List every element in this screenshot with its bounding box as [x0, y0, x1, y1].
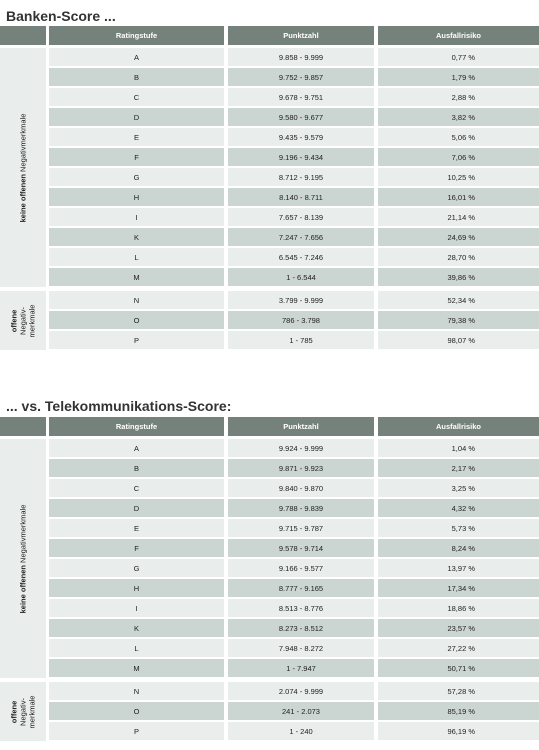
cell-rating: O: [49, 311, 224, 329]
header-corner: [0, 417, 46, 436]
cell-risk: 10,25 %: [378, 168, 539, 186]
cell-risk: 2,17 %: [378, 459, 539, 477]
cell-rating: D: [49, 108, 224, 126]
group-label-line2: Negativ-: [18, 306, 28, 335]
group-keine-offenen-negativmerkmale: [0, 48, 46, 287]
cell-risk: 52,34 %: [378, 291, 539, 309]
table-row: [0, 267, 539, 287]
cell-rating: F: [49, 148, 224, 166]
table-row: [0, 538, 539, 558]
cell-rating: A: [49, 439, 224, 457]
group-keine-offenen-negativmerkmale: [0, 439, 46, 678]
cell-rating: C: [49, 479, 224, 497]
group-label-bold: keine offenen: [18, 564, 28, 613]
cell-points: 7.948 - 8.272: [228, 639, 374, 657]
group-label: [19, 504, 28, 613]
cell-points: 8.140 - 8.711: [228, 188, 374, 206]
group-label-bold: offene: [9, 700, 19, 723]
cell-rating: A: [49, 48, 224, 66]
table-row: [0, 578, 539, 598]
cell-points: 8.273 - 8.512: [228, 619, 374, 637]
cell-points: 1 - 785: [228, 331, 374, 349]
cell-risk: 8,24 %: [378, 539, 539, 557]
cell-risk: 2,88 %: [378, 88, 539, 106]
cell-points: 9.435 - 9.579: [228, 128, 374, 146]
cell-risk: 18,86 %: [378, 599, 539, 617]
group-offene-negativmerkmale: [0, 682, 46, 741]
cell-points: 241 - 2.073: [228, 702, 374, 720]
group-label: [19, 113, 28, 222]
cell-risk: 13,97 %: [378, 559, 539, 577]
group-label-rest: Negativmerkmale: [18, 504, 28, 563]
table-row: [0, 330, 539, 350]
cell-rating: H: [49, 188, 224, 206]
table-row: [0, 498, 539, 518]
cell-risk: 28,70 %: [378, 248, 539, 266]
telekom-header-row: [0, 417, 539, 436]
cell-points: 9.858 - 9.999: [228, 48, 374, 66]
cell-risk: 3,25 %: [378, 479, 539, 497]
cell-rating: K: [49, 228, 224, 246]
table-row: [0, 721, 539, 741]
cell-rating: F: [49, 539, 224, 557]
group-label-bold: offene: [9, 309, 19, 332]
cell-points: 1 - 7.947: [228, 659, 374, 677]
table-row: [0, 458, 539, 478]
group-label-rest: Negativmerkmale: [18, 113, 28, 172]
cell-risk: 23,57 %: [378, 619, 539, 637]
telekom-score-title: ... vs. Telekommunikations-Score:: [6, 398, 232, 414]
cell-rating: H: [49, 579, 224, 597]
cell-points: 9.871 - 9.923: [228, 459, 374, 477]
cell-risk: 50,71 %: [378, 659, 539, 677]
cell-rating: M: [49, 268, 224, 286]
cell-points: 7.247 - 7.656: [228, 228, 374, 246]
table-row: [0, 518, 539, 538]
cell-risk: 16,01 %: [378, 188, 539, 206]
header-ratingstufe: Ratingstufe: [49, 26, 224, 45]
table-row: [0, 618, 539, 638]
cell-points: 9.840 - 9.870: [228, 479, 374, 497]
table-row: [0, 147, 539, 167]
cell-points: 8.513 - 8.776: [228, 599, 374, 617]
banken-header-row: [0, 26, 539, 45]
cell-risk: 5,06 %: [378, 128, 539, 146]
table-row: [0, 67, 539, 87]
group-offene-negativmerkmale: [0, 291, 46, 350]
cell-rating: E: [49, 128, 224, 146]
header-punktzahl: Punktzahl: [228, 26, 374, 45]
cell-risk: 85,19 %: [378, 702, 539, 720]
cell-rating: L: [49, 639, 224, 657]
cell-rating: I: [49, 208, 224, 226]
header-ausfallrisiko: Ausfallrisiko: [378, 417, 539, 436]
table-row: [0, 438, 539, 458]
cell-risk: 79,38 %: [378, 311, 539, 329]
cell-points: 9.580 - 9.677: [228, 108, 374, 126]
cell-rating: C: [49, 88, 224, 106]
table-row: [0, 638, 539, 658]
cell-risk: 0,77 %: [378, 48, 539, 66]
cell-risk: 96,19 %: [378, 722, 539, 740]
cell-points: 7.657 - 8.139: [228, 208, 374, 226]
cell-points: 1 - 240: [228, 722, 374, 740]
cell-risk: 7,06 %: [378, 148, 539, 166]
table-row: [0, 207, 539, 227]
cell-points: 786 - 3.798: [228, 311, 374, 329]
table-row: [0, 658, 539, 678]
cell-risk: 98,07 %: [378, 331, 539, 349]
cell-rating: O: [49, 702, 224, 720]
table-row: [0, 478, 539, 498]
cell-points: 9.715 - 9.787: [228, 519, 374, 537]
group-label-bold: keine offenen: [18, 173, 28, 222]
cell-points: 9.166 - 9.577: [228, 559, 374, 577]
cell-points: 9.752 - 9.857: [228, 68, 374, 86]
cell-rating: I: [49, 599, 224, 617]
cell-risk: 17,34 %: [378, 579, 539, 597]
table-row: [0, 598, 539, 618]
header-ratingstufe: Ratingstufe: [49, 417, 224, 436]
table-row: [0, 87, 539, 107]
group-label-line3: merkmale: [27, 304, 37, 337]
table-row: [0, 681, 539, 701]
cell-points: 9.578 - 9.714: [228, 539, 374, 557]
cell-rating: N: [49, 291, 224, 309]
cell-rating: B: [49, 68, 224, 86]
table-row: [0, 107, 539, 127]
group-label-line3: merkmale: [27, 695, 37, 728]
table-row: [0, 167, 539, 187]
header-corner: [0, 26, 46, 45]
cell-risk: 1,79 %: [378, 68, 539, 86]
group-label: [10, 304, 37, 337]
table-row: [0, 290, 539, 310]
table-row: [0, 247, 539, 267]
cell-points: 6.545 - 7.246: [228, 248, 374, 266]
cell-points: 1 - 6.544: [228, 268, 374, 286]
cell-rating: B: [49, 459, 224, 477]
cell-rating: G: [49, 168, 224, 186]
cell-risk: 27,22 %: [378, 639, 539, 657]
cell-risk: 57,28 %: [378, 682, 539, 700]
cell-points: 9.924 - 9.999: [228, 439, 374, 457]
cell-risk: 39,86 %: [378, 268, 539, 286]
banken-score-title: Banken-Score ...: [6, 8, 116, 24]
cell-points: 2.074 - 9.999: [228, 682, 374, 700]
cell-rating: M: [49, 659, 224, 677]
cell-risk: 4,32 %: [378, 499, 539, 517]
table-row: [0, 701, 539, 721]
cell-rating: G: [49, 559, 224, 577]
cell-rating: N: [49, 682, 224, 700]
header-punktzahl: Punktzahl: [228, 417, 374, 436]
table-row: [0, 127, 539, 147]
cell-rating: L: [49, 248, 224, 266]
cell-risk: 21,14 %: [378, 208, 539, 226]
cell-risk: 24,69 %: [378, 228, 539, 246]
cell-rating: D: [49, 499, 224, 517]
table-row: [0, 227, 539, 247]
cell-rating: P: [49, 331, 224, 349]
cell-points: 9.196 - 9.434: [228, 148, 374, 166]
group-label-line2: Negativ-: [18, 697, 28, 726]
group-label: [10, 695, 37, 728]
table-row: [0, 47, 539, 67]
cell-points: 3.799 - 9.999: [228, 291, 374, 309]
cell-rating: P: [49, 722, 224, 740]
cell-points: 9.678 - 9.751: [228, 88, 374, 106]
table-row: [0, 310, 539, 330]
table-row: [0, 558, 539, 578]
cell-risk: 5,73 %: [378, 519, 539, 537]
cell-points: 8.777 - 9.165: [228, 579, 374, 597]
cell-risk: 1,04 %: [378, 439, 539, 457]
table-row: [0, 187, 539, 207]
cell-rating: E: [49, 519, 224, 537]
cell-rating: K: [49, 619, 224, 637]
header-ausfallrisiko: Ausfallrisiko: [378, 26, 539, 45]
cell-points: 9.788 - 9.839: [228, 499, 374, 517]
cell-points: 8.712 - 9.195: [228, 168, 374, 186]
cell-risk: 3,82 %: [378, 108, 539, 126]
